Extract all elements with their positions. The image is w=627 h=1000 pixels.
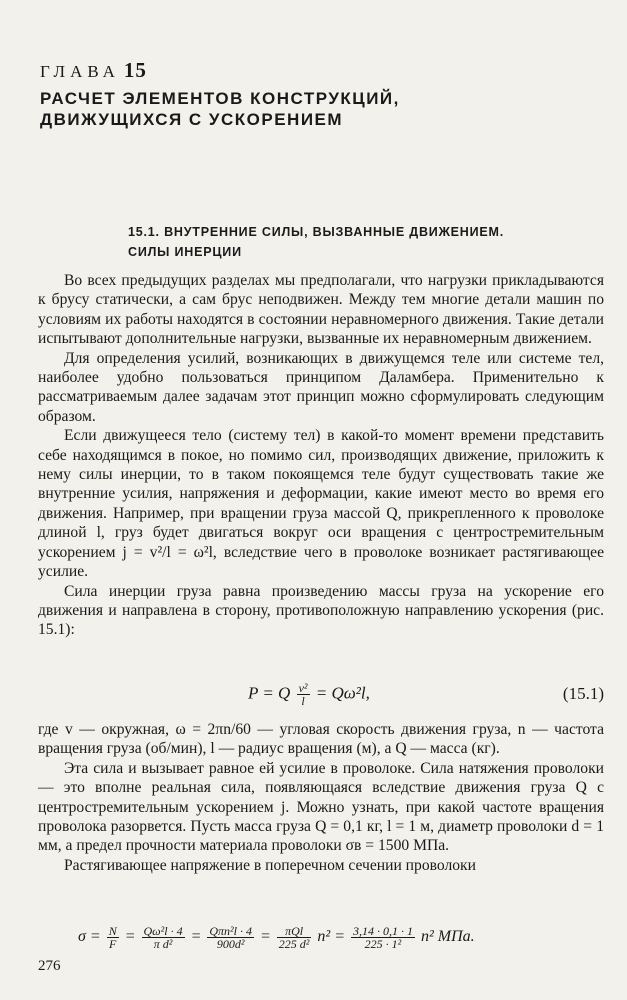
paragraph: Во всех предыдущих разделах мы предполагали, что нагрузки прикладываются к брусу статически, а сам брус неподвижен. Между тем многие детали машин по условиям их работы находятся в состоянии неравномерного движения. Такие детали испытывают дополнительные нагрузки, вызванные их неравномерным движением. xyxy=(38,272,604,348)
fraction-denominator: 225 d² xyxy=(278,937,310,951)
paragraph: Для определения усилий, возникающих в движущемся теле или системе тел, наиболее удобно пользоваться принципом Даламбера. Применительно к рассматриваемым далее задачам этот принцип можно сформулировать следующим образом. xyxy=(38,349,604,425)
body-text-block-2 xyxy=(38,720,604,875)
paragraph: Если движущееся тело (систему тел) в какой-то момент времени представить себе находящимся в покое, но помимо сил, производящих движение, приложить к нему силы инерции, то в таком покоящемся теле будут существовать такие же внутренние усилия, напряжения и деформации, какие имеют место во время его движения. Например, при вращении груза массой Q, прикрепленного к проволоке длиной l, груз будет двигаться вокруг оси вращения с центростремительным ускорением j = v²/l = ω²l, вследствие чего в проволоке возникает растягивающее усилие. xyxy=(38,427,604,581)
fraction-numerator: Qω²l · 4 xyxy=(143,924,183,938)
chapter-label xyxy=(40,58,147,83)
chapter-number: 15 xyxy=(123,58,147,82)
equation-fraction xyxy=(297,682,310,707)
paragraph: Растягивающее напряжение в поперечном сечении проволоки xyxy=(64,856,476,874)
stress-fraction-4 xyxy=(277,925,312,950)
fraction-denominator: l xyxy=(301,694,305,708)
fraction-numerator: 3,14 · 0,1 · 1 xyxy=(352,924,413,938)
fraction-denominator: 900d² xyxy=(216,937,245,951)
fraction-numerator: N xyxy=(108,924,117,938)
equation-15-1 xyxy=(38,674,604,714)
equation-number: (15.1) xyxy=(562,684,604,703)
fraction-numerator: Qπn²l · 4 xyxy=(209,924,252,938)
chapter-title xyxy=(40,88,600,130)
fraction-numerator: πQl xyxy=(277,925,312,938)
stress-fraction-2 xyxy=(142,925,185,950)
stress-fraction-1 xyxy=(107,925,119,950)
fraction-denominator: π d² xyxy=(153,937,173,951)
stress-mid: n² = xyxy=(317,928,345,946)
paragraph: Сила инерции груза равна произведению массы груза на ускорение его движения и направлена в сторону, противоположную направлению ускорения (рис. 15.1): xyxy=(38,582,604,639)
equation-rhs: = Qω²l, xyxy=(315,683,370,703)
body-text-block-1 xyxy=(38,271,604,640)
stress-lhs: σ = xyxy=(78,928,101,946)
equation-lhs: P = Q xyxy=(248,683,291,703)
fraction-numerator: v² xyxy=(298,681,308,695)
stress-equation: σ = $\frac{N}{F}$ = $\frac{\text{Qω²l · 4}}{\text{π d²}}$ = $\frac{\text{Qπn²l · 4}}{\text{900d²}}$ = $\frac{\text{πQl}}{\text{225 d²}}$ n² = $\frac{3,14 \cdot 0,1 \cdot 1}{\text{225 · 1²}}$ n² МПа. xyxy=(78,924,475,951)
chapter-word: ГЛАВА xyxy=(40,62,120,81)
stress-tail: n² МПа. xyxy=(420,928,475,946)
chapter-title-line-1: РАСЧЕТ ЭЛЕМЕНТОВ КОНСТРУКЦИЙ, xyxy=(40,89,400,108)
paragraph: Эта сила и вызывает равное ей усилие в проволоке. Сила натяжения проволоки — это вполне реальная сила, появляющаяся вследствие движения груза Q с центростремительным ускорением j. Можно узнать, при какой частоте вращения проволока разорвется. Пусть масса груза Q = 0,1 кг, l = 1 м, диаметр проволоки d = 1 мм, а предел прочности материала проволоки σв = 1500 МПа. xyxy=(38,759,604,855)
stress-fraction-5 xyxy=(351,925,415,950)
page-number: 276 xyxy=(38,958,61,974)
chapter-title-line-2: ДВИЖУЩИХСЯ С УСКОРЕНИЕМ xyxy=(40,110,344,129)
section-title-line-2: СИЛЫ ИНЕРЦИИ xyxy=(128,245,242,259)
stress-fraction-3 xyxy=(207,925,254,950)
paragraph: где v — окружная, ω = 2πn/60 — угловая скорость движения груза, n — частота вращения груза (об/мин), l — радиус вращения (м), a Q — масса (кг). xyxy=(38,721,604,758)
fraction-denominator: 225 · 1² xyxy=(364,937,402,951)
section-title xyxy=(128,222,588,262)
section-title-line-1: 15.1. ВНУТРЕННИЕ СИЛЫ, ВЫЗВАННЫЕ ДВИЖЕНИЕМ. xyxy=(128,225,505,239)
fraction-denominator: F xyxy=(109,937,117,951)
equation-expression xyxy=(248,682,370,707)
